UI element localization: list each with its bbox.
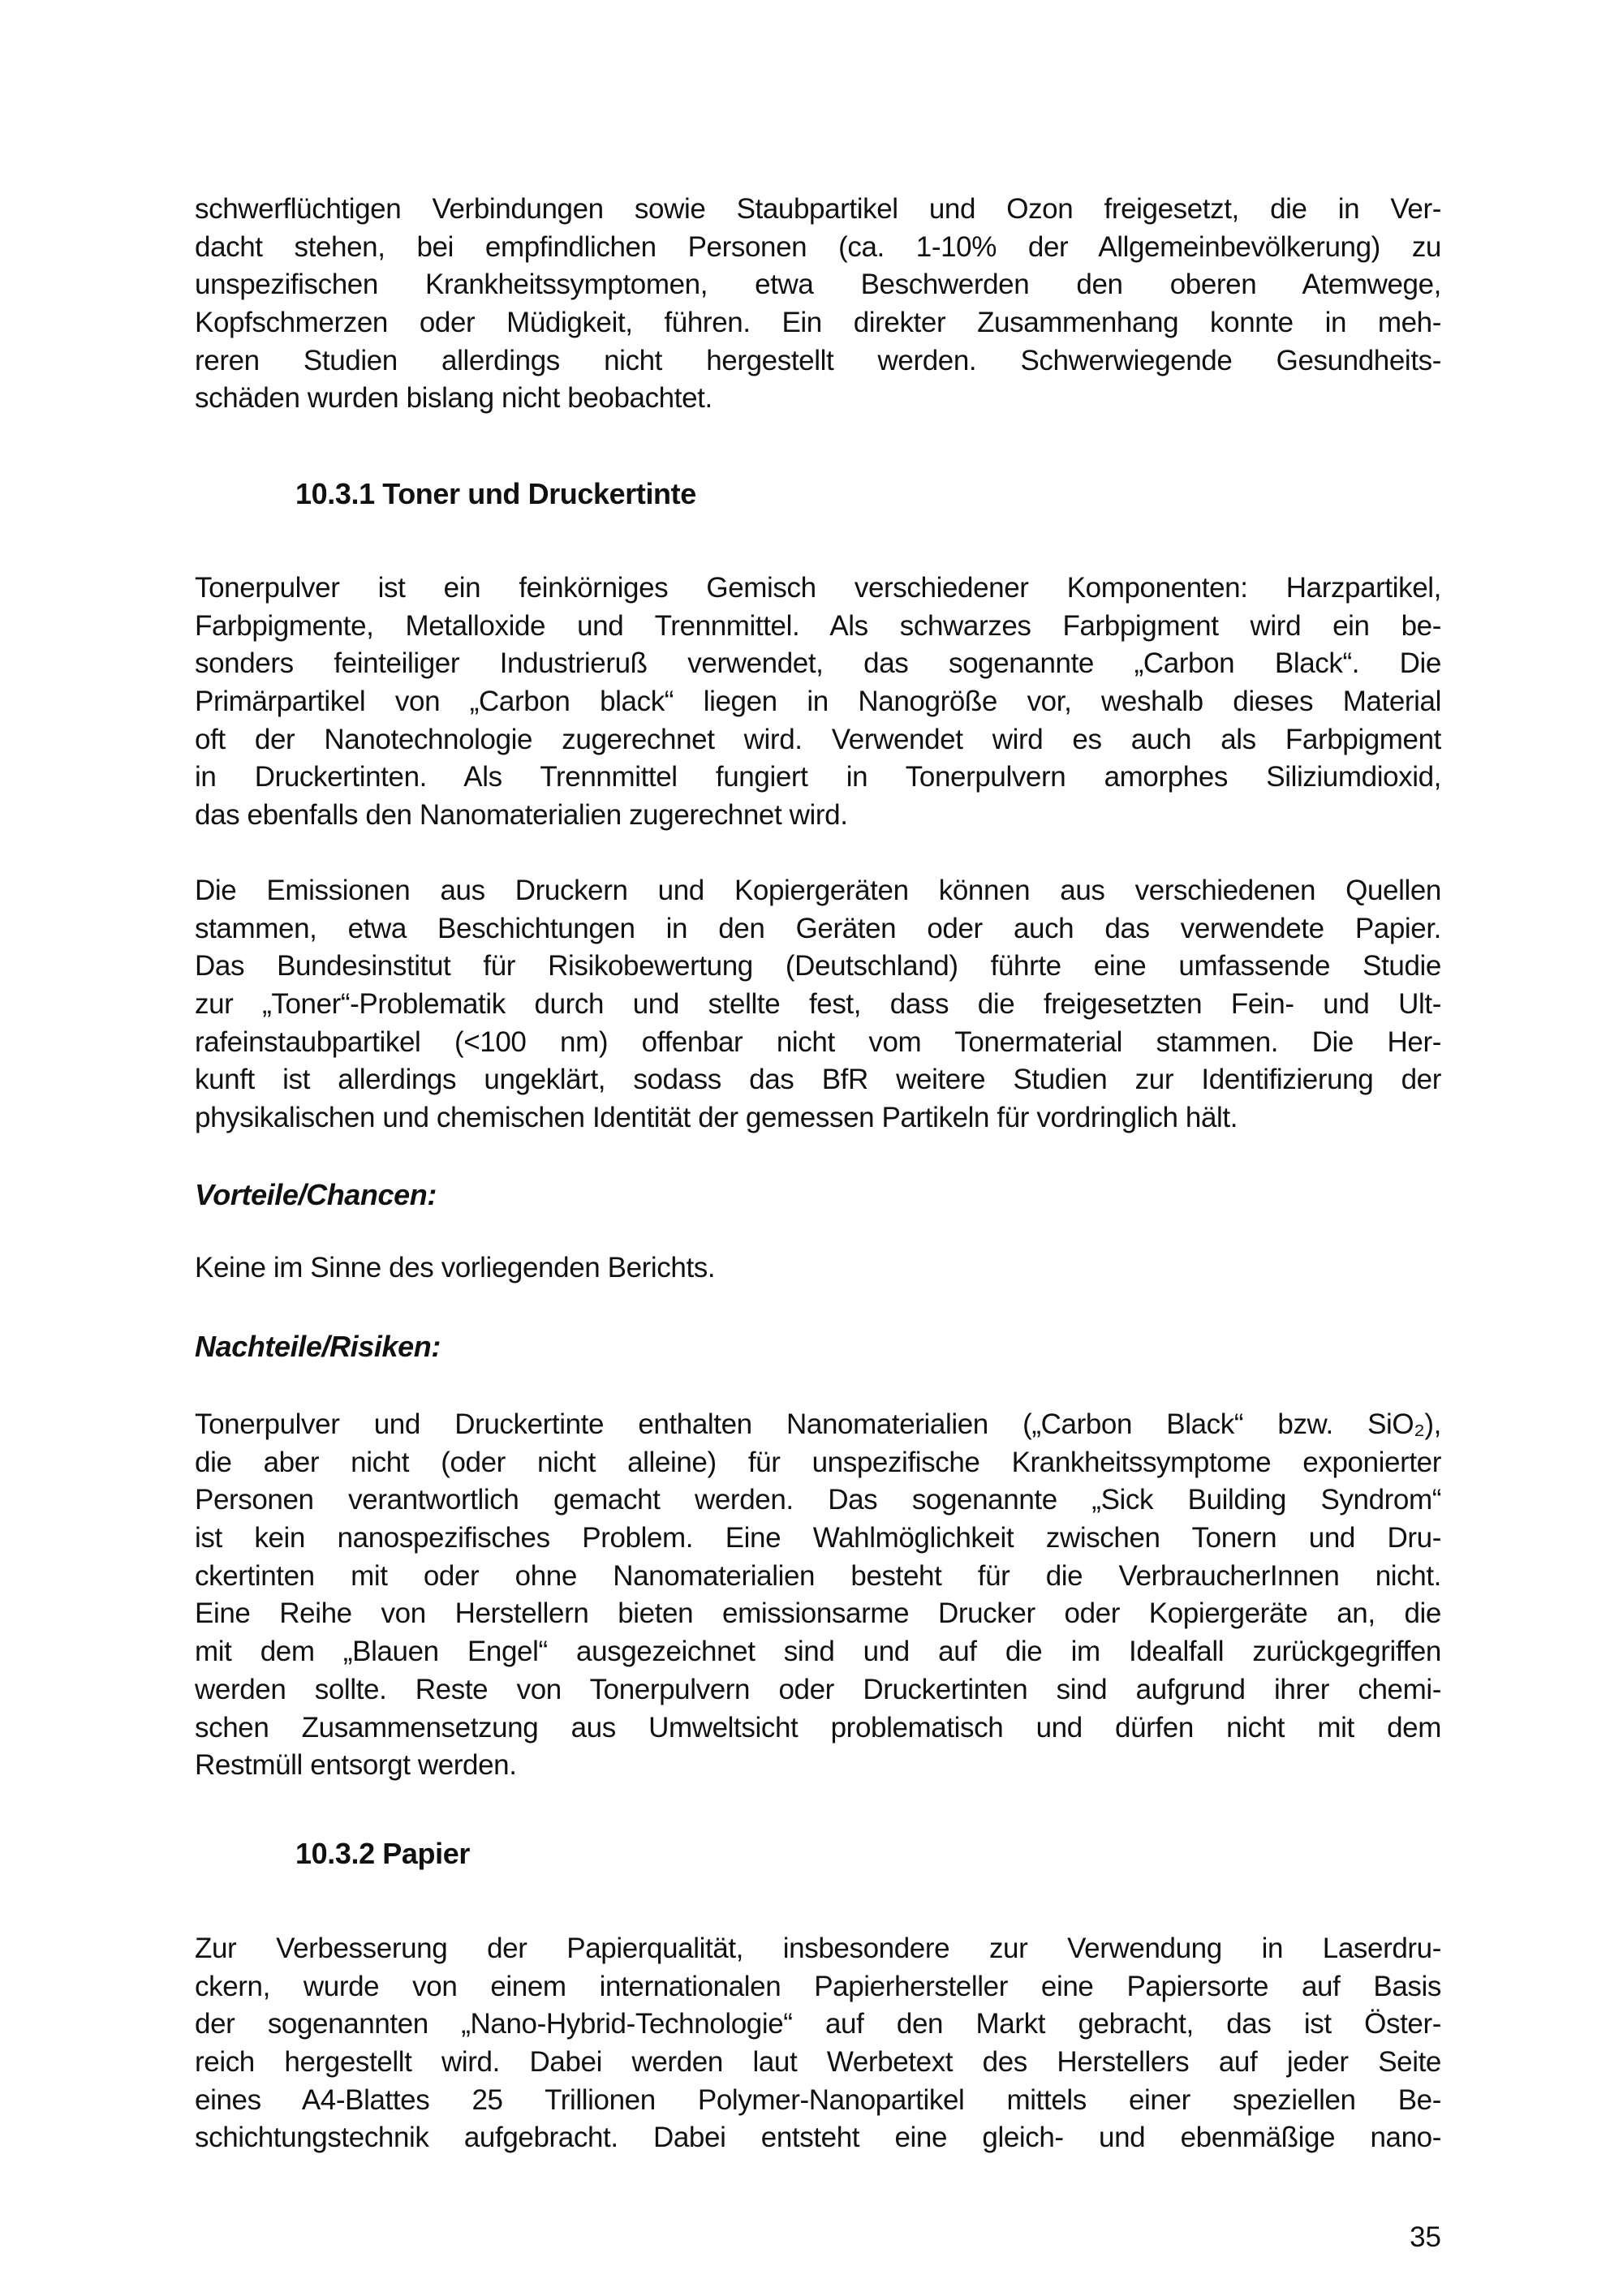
text-line: ckertinten mit oder ohne Nanomaterialien besteht für die VerbraucherInnen nicht. (195, 1559, 1441, 1592)
text-line: schen Zusammensetzung aus Umweltsicht problematisch und dürfen nicht mit dem (195, 1711, 1441, 1743)
text-line: stammen, etwa Beschichtungen in den Geräten oder auch das verwendete Papier. (195, 912, 1441, 944)
text-line: die aber nicht (oder nicht alleine) für unspezifische Krankheitssymptome exponierter (195, 1446, 1441, 1478)
text-line: Zur Verbesserung der Papierqualität, insbesondere zur Verwendung in Laserdru- (195, 1933, 1441, 1964)
text-line: der sogenannten „Nano-Hybrid-Technologie“ auf den Markt gebracht, das ist Öster- (195, 2008, 1441, 2040)
paragraph-toner-emissions (195, 872, 1441, 1137)
text-line: Personen verantwortlich gemacht werden. Das sogenannte „Sick Building Syndrom“ (195, 1484, 1441, 1516)
section-heading-toner: 10.3.1 Toner und Druckertinte (295, 477, 696, 510)
page-number: 35 (1410, 2221, 1441, 2253)
text-line: kunft ist allerdings ungeklärt, sodass das BfR weitere Studien zur Identifizierung der (195, 1064, 1441, 1096)
text-line: dacht stehen, bei empfindlichen Personen (ca. 1-10% der Allgemeinbevölkerung) zu (195, 230, 1441, 263)
text-line: Restmüll entsorgt werden. (195, 1749, 517, 1782)
text-line: zur „Toner“-Problematik durch und stellte fest, dass die freigesetzten Fein- und Ult- (195, 988, 1441, 1021)
subheading-risks: Nachteile/Risiken: (195, 1330, 441, 1363)
text-line: eines A4-Blattes 25 Trillionen Polymer-Nanopartikel mittels einer speziellen Be- (195, 2083, 1441, 2116)
text-line: Farbpigmente, Metalloxide und Trennmittel. Als schwarzes Farbpigment wird ein be- (195, 609, 1441, 642)
text-line: Kopfschmerzen oder Müdigkeit, führen. Ein direkter Zusammenhang konnte in meh- (195, 307, 1441, 339)
text-line: werden sollte. Reste von Tonerpulvern oder Druckertinten sind aufgrund ihrer chemi- (195, 1673, 1441, 1705)
text-line: physikalischen und chemischen Identität der gemessen Partikeln für vordringlich hält. (195, 1102, 1238, 1134)
text-line: mit dem „Blauen Engel“ ausgezeichnet sind und auf die im Idealfall zurückgegriffen (195, 1636, 1441, 1668)
paragraph-paper (195, 1930, 1441, 2157)
paragraph-toner-composition (195, 570, 1441, 835)
text-line: ckern, wurde von einem internationalen Papierhersteller eine Papiersorte auf Basis (195, 1970, 1441, 2002)
text-line: Die Emissionen aus Druckern und Kopiergeräten können aus verschiedenen Quellen (195, 875, 1441, 906)
text-line: Tonerpulver ist ein feinkörniges Gemisch verschiedener Komponenten: Harzpartikel, (195, 572, 1441, 604)
text-line: Primärpartikel von „Carbon black“ liegen in Nanogröße vor, weshalb dieses Material (195, 686, 1441, 718)
text-line: Das Bundesinstitut für Risikobewertung (Deutschland) führte eine umfassende Studie (195, 950, 1441, 982)
text-line: sonders feinteiliger Industrieruß verwendet, das sogenannte „Carbon Black“. Die (195, 647, 1441, 680)
text-line: rafeinstaubpartikel (<100 nm) offenbar nicht vom Tonermaterial stammen. Die Her- (195, 1025, 1441, 1058)
subheading-advantages: Vorteile/Chancen: (195, 1178, 437, 1211)
paragraph-risks (195, 1406, 1441, 1785)
section-heading-paper: 10.3.2 Papier (295, 1837, 470, 1870)
text-line: reren Studien allerdings nicht hergestellt werden. Schwerwiegende Gesundheits- (195, 344, 1441, 376)
text-line: oft der Nanotechnologie zugerechnet wird. Verwendet wird es auch als Farbpigment (195, 723, 1441, 755)
text-line: schichtungstechnik aufgebracht. Dabei entsteht eine gleich- und ebenmäßige nano- (195, 2122, 1441, 2154)
text-line: ist kein nanospezifisches Problem. Eine Wahlmöglichkeit zwischen Tonern und Dru- (195, 1522, 1441, 1554)
advantages-text: Keine im Sinne des vorliegenden Berichts. (195, 1252, 716, 1283)
text-line: in Druckertinten. Als Trennmittel fungiert in Tonerpulvern amorphes Siliziumdioxid, (195, 761, 1441, 793)
text-line: reich hergestellt wird. Dabei werden laut Werbetext des Herstellers auf jeder Seite (195, 2046, 1441, 2079)
text-line: das ebenfalls den Nanomaterialien zugerechnet wird. (195, 799, 848, 832)
text-line: Eine Reihe von Herstellern bieten emissionsarme Drucker oder Kopiergeräte an, die (195, 1597, 1441, 1630)
text-line: schwerflüchtigen Verbindungen sowie Staubpartikel und Ozon freigesetzt, die in Ver- (195, 193, 1441, 225)
text-line: Tonerpulver und Druckertinte enthalten Nanomaterialien („Carbon Black“ bzw. SiO₂), (195, 1408, 1441, 1440)
text-line: schäden wurden bislang nicht beobachtet. (195, 382, 712, 415)
text-line: unspezifischen Krankheitssymptomen, etwa Beschwerden den oberen Atemwege, (195, 269, 1441, 301)
paragraph-intro (195, 191, 1441, 418)
